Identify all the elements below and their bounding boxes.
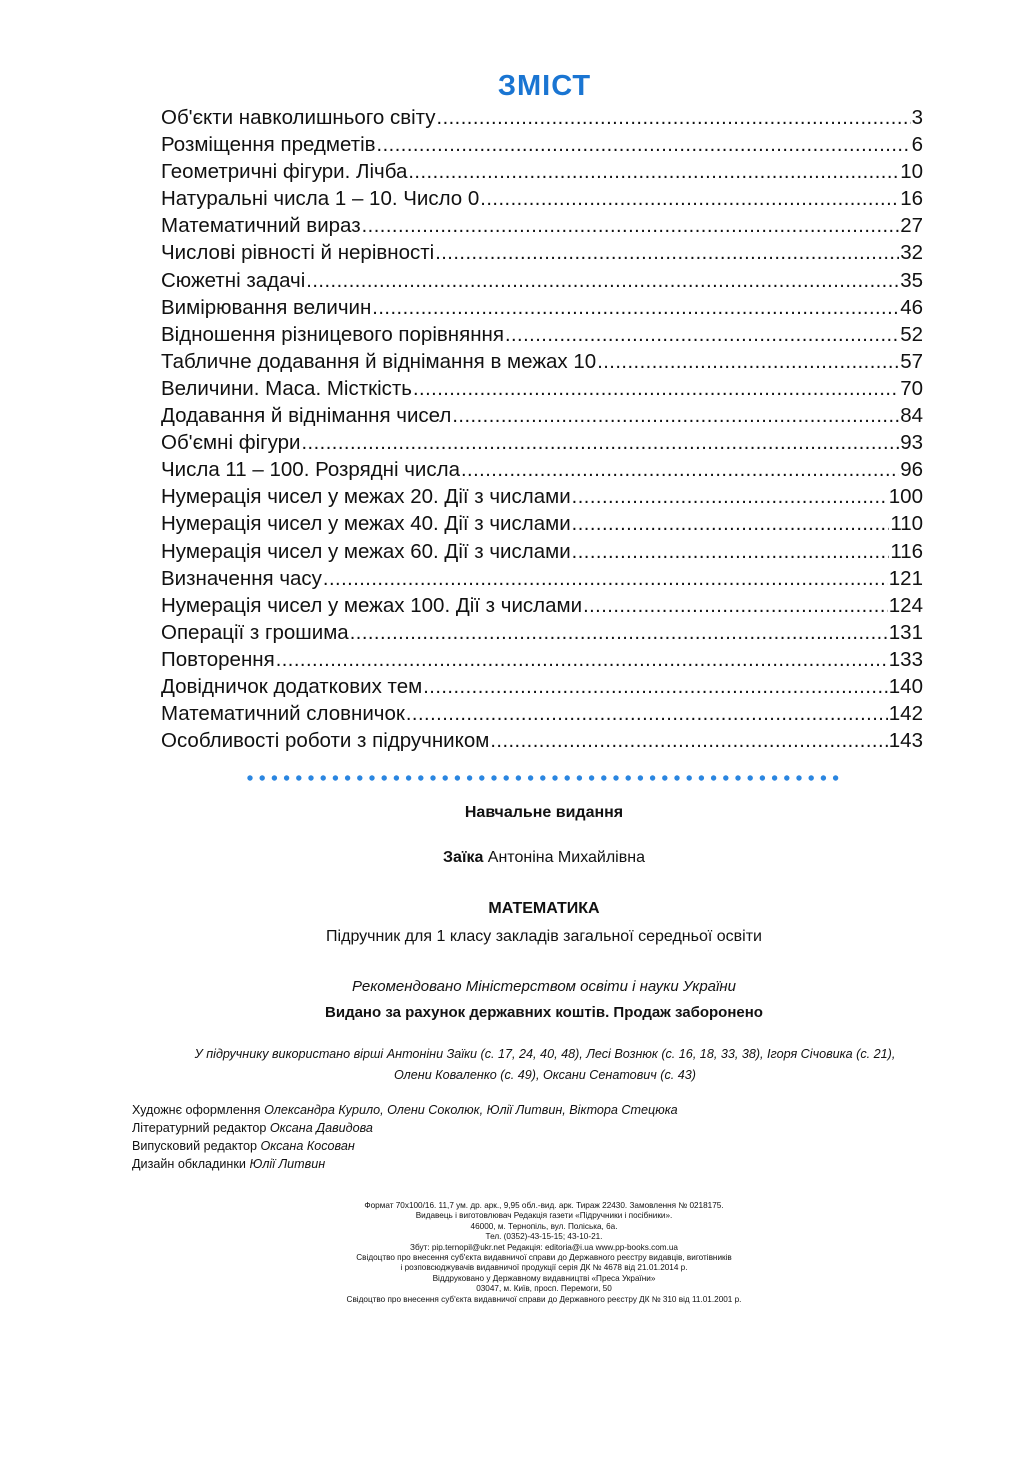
imprint-line: Віддруковано у Державному видавництві «Преса України» [432,1273,656,1283]
toc-entry-page: 52 [900,322,923,346]
book-title: МАТЕМАТИКА [488,900,600,917]
toc-entry-page: 142 [888,702,923,726]
author-surname: Заїка [443,849,484,866]
toc-entry [161,646,923,673]
imprint-line: Збут: pip.ternopil@ukr.net Редакція: editoria@i.ua www.pp-books.com.ua [410,1242,678,1252]
toc-leader-dots [372,294,899,322]
dotted-divider [247,772,847,784]
divider-dot [687,775,692,780]
divider-dot [382,775,387,780]
toc-entry [161,592,923,619]
toc-entry-label: Числові рівності й нерівності [161,241,435,265]
toc-entry [161,700,923,727]
toc-entry-label: Визначення часу [161,566,322,590]
credit-role: Випусковий редактор [132,1139,257,1153]
toc-entry [161,510,923,537]
toc-entry-page: 131 [888,620,923,644]
divider-dot [662,775,667,780]
author [150,849,938,867]
divider-dot [284,775,289,780]
toc-entry-label: Операції з грошима [161,620,349,644]
edition-type: Навчальне видання [464,804,624,821]
toc-leader-dots [406,700,888,728]
divider-dot [260,775,265,780]
toc-entry-page: 6 [911,133,923,157]
toc-entry-label: Повторення [161,647,275,671]
toc-entry [161,429,923,456]
toc-entry-page: 96 [900,458,923,482]
toc-leader-dots [572,510,890,538]
divider-dot [760,775,765,780]
book-subtitle: Підручник для 1 класу закладів загальної середньої освіти [326,928,762,945]
divider-dot [345,775,350,780]
divider-dot [333,775,338,780]
toc-entry-label: Сюжетні задачі [161,268,306,292]
divider-dot [577,775,582,780]
toc-entry [161,456,923,483]
toc-entry [161,727,923,754]
divider-dot [638,775,643,780]
credit-line [132,1101,678,1119]
divider-dot [809,775,814,780]
toc-leader-dots [452,402,899,430]
credit-names: Оксана Давидова [269,1121,373,1135]
toc-entry [161,375,923,402]
toc-leader-dots [408,158,899,186]
divider-dot [650,775,655,780]
divider-dot [455,775,460,780]
toc-entry-label: Нумерація чисел у межах 20. Дії з числами [161,485,571,509]
credit-line [132,1155,678,1173]
divider-dot [784,775,789,780]
toc-entry-label: Числа 11 – 100. Розрядні числа [161,458,460,482]
recommendation-note: Рекомендовано Міністерством освіти і науки України [352,978,736,995]
funding-note: Видано за рахунок державних коштів. Продаж заборонено [325,1004,763,1021]
divider-dot [601,775,606,780]
divider-dot [491,775,496,780]
divider-dot [748,775,753,780]
toc-entry [161,619,923,646]
toc-entry-page: 116 [890,539,923,563]
toc-entry [161,158,923,185]
toc-entry [161,348,923,375]
divider-dot [565,775,570,780]
toc-leader-dots [480,185,899,213]
credit-role: Дизайн обкладинки [132,1157,246,1171]
credits [132,1101,678,1173]
toc-entry-page: 32 [900,241,923,265]
toc-entry [161,402,923,429]
toc-entry-label: Вимірювання величин [161,295,372,319]
table-of-contents [161,104,923,754]
toc-entry-page: 93 [900,431,923,455]
toc-leader-dots [461,456,899,484]
toc-entry-label: Математичний вираз [161,214,361,238]
toc-leader-dots [435,239,899,267]
divider-dot [467,775,472,780]
toc-entry-page: 35 [900,268,923,292]
divider-dot [479,775,484,780]
divider-dot [613,775,618,780]
imprint-line: Свідоцтво про внесення суб'єкта видавничої справи до Державного реєстру видавців, виготівників [356,1253,732,1263]
toc-entry-page: 124 [888,593,923,617]
divider-dot [321,775,326,780]
divider-dot [589,775,594,780]
toc-entry-page: 143 [888,729,923,753]
credit-names: Оксана Косован [260,1139,355,1153]
toc-entry-label: Розміщення предметів [161,133,376,157]
divider-dot [626,775,631,780]
imprint-line: 03047, м. Київ, просп. Перемоги, 50 [476,1284,612,1294]
divider-dot [516,775,521,780]
credit-role: Літературний редактор [132,1121,267,1135]
toc-leader-dots [505,321,899,349]
divider-dot [406,775,411,780]
toc-entry-label: Нумерація чисел у межах 40. Дії з числами [161,512,571,536]
divider-dot [699,775,704,780]
divider-dot [443,775,448,780]
divider-dot [504,775,509,780]
divider-dot [821,775,826,780]
divider-dot [357,775,362,780]
author-name: Антоніна Михайлівна [487,849,645,866]
divider-dot [674,775,679,780]
toc-entry-label: Нумерація чисел у межах 60. Дії з числами [161,539,571,563]
toc-leader-dots [437,104,911,132]
toc-leader-dots [572,538,890,566]
toc-entry-label: Об'єкти навколишнього світу [161,106,436,129]
imprint-line: Формат 70х100/16. 11,7 ум. др. арк., 9,95 обл.-вид. арк. Тираж 22430. Замовлення № 0218175. [364,1201,724,1210]
toc-entry-label: Відношення різницевого порівняння [161,322,504,346]
toc-entry-page: 57 [900,349,923,373]
toc-entry [161,565,923,592]
toc-entry-label: Геометричні фігури. Лічба [161,160,408,184]
divider-dot [296,775,301,780]
poems-note-line: Олени Коваленко (с. 49), Оксани Сенатович (с. 43) [394,1068,696,1082]
toc-leader-dots [377,131,911,159]
toc-entry [161,538,923,565]
toc-entry-label: Довідничок додаткових тем [161,674,423,698]
divider-dot [711,775,716,780]
toc-entry-page: 3 [911,106,923,129]
imprint-line: Видавець і виготовлювач Редакція газети «Підручники і посібники». [415,1211,673,1221]
toc-entry-page: 84 [900,404,923,428]
divider-dot [272,775,277,780]
divider-dot [796,775,801,780]
imprint-line: і розповсюджувачів видавничої продукції серія ДК № 4678 від 21.01.2014 р. [400,1263,688,1273]
divider-dot [528,775,533,780]
toc-entry-page: 121 [888,566,923,590]
divider-dot [772,775,777,780]
imprint [150,1201,938,1305]
toc-leader-dots [350,619,888,647]
toc-entry-page: 46 [900,295,923,319]
toc-leader-dots [572,483,888,511]
toc-leader-dots [302,429,900,457]
imprint-line: Тел. (0352)-43-15-15; 43-10-21. [485,1232,603,1242]
toc-entry [161,131,923,158]
imprint-line: Свідоцтво про внесення суб'єкта видавничої справи до Державного реєстру ДК № 310 від 11.01.2001 р. [346,1294,742,1304]
toc-entry-label: Натуральні числа 1 – 10. Число 0 [161,187,480,211]
toc-entry-label: Табличне додавання й віднімання в межах 10 [161,349,597,373]
toc-entry-label: Додавання й віднімання чисел [161,404,452,428]
toc-entry [161,483,923,510]
toc-entry-page: 100 [888,485,923,509]
toc-entry [161,267,923,294]
toc-entry [161,212,923,239]
imprint-line: 46000, м. Тернопіль, вул. Поліська, 6а. [470,1221,618,1231]
toc-leader-dots [276,646,888,674]
toc-entry [161,294,923,321]
divider-dot [723,775,728,780]
toc-entry-page: 10 [900,160,923,184]
toc-entry-page: 27 [900,214,923,238]
toc-entry-label: Нумерація чисел у межах 100. Дії з числами [161,593,583,617]
toc-leader-dots [597,348,899,376]
toc-entry-page: 140 [888,674,923,698]
divider-dot [833,775,838,780]
toc-leader-dots [423,673,888,701]
divider-dot [552,775,557,780]
toc-entry [161,239,923,266]
poems-note-line: У підручнику використано вірші Антоніни Заїки (с. 17, 24, 40, 48), Лесі Вознюк (с. 16, 18, 33, 38), Ігоря Січовика (с. 21), [194,1047,896,1061]
toc-leader-dots [583,592,888,620]
poems-note [110,1044,980,1086]
divider-dot [308,775,313,780]
toc-leader-dots [362,212,900,240]
toc-entry-label: Особливості роботи з підручником [161,729,490,753]
divider-dot [735,775,740,780]
toc-entry-page: 133 [888,647,923,671]
divider-dot [418,775,423,780]
toc-entry-label: Об'ємні фігури [161,431,301,455]
credit-line [132,1137,678,1155]
divider-dot [394,775,399,780]
credit-line [132,1119,678,1137]
toc-entry [161,185,923,212]
toc-entry-page: 70 [900,376,923,400]
divider-dot [540,775,545,780]
toc-leader-dots [413,375,899,403]
toc-entry-label: Математичний словничок [161,702,405,726]
divider-dot [430,775,435,780]
toc-leader-dots [490,727,887,755]
credit-names: Олександра Курило, Олени Соколюк, Юлії Литвин, Віктора Стецюка [264,1103,678,1117]
toc-leader-dots [323,565,888,593]
divider-dot [247,775,252,780]
page-title: ЗМІСТ [497,70,592,102]
divider-dot [369,775,374,780]
toc-entry-page: 16 [900,187,923,211]
toc-entry [161,321,923,348]
credit-role: Художнє оформлення [132,1103,261,1117]
toc-entry [161,673,923,700]
toc-entry-page: 110 [890,512,923,536]
toc-entry [161,104,923,131]
toc-entry-label: Величини. Маса. Місткість [161,376,412,400]
toc-leader-dots [306,267,899,295]
credit-names: Юлії Литвин [249,1157,326,1171]
